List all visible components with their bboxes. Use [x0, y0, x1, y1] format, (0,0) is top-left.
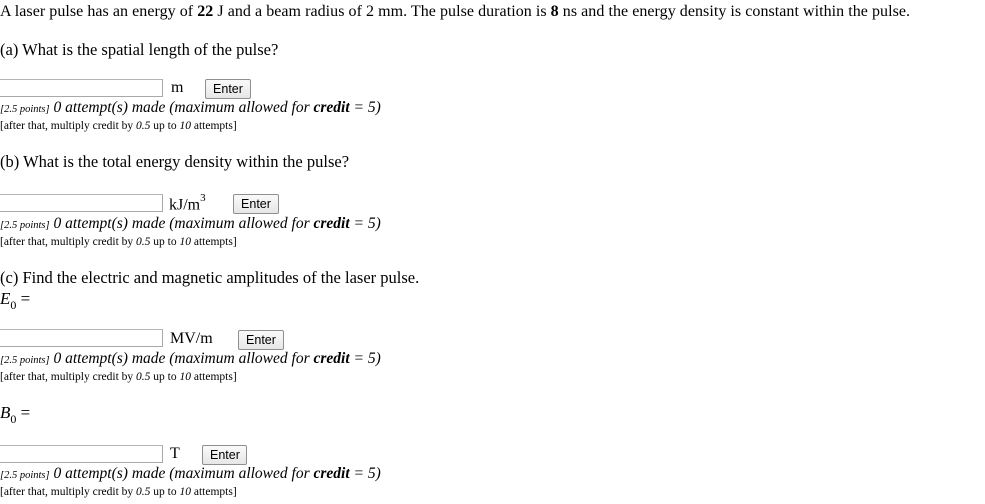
after-info-b0 [0, 486, 237, 498]
attempts-info-e0 [0, 350, 381, 368]
symbol-letter: E [0, 289, 11, 308]
after-text: up to [150, 486, 180, 498]
credit-word: credit [313, 215, 350, 232]
max-text: = 5) [349, 465, 381, 482]
answer-input-b0[interactable] [0, 445, 163, 463]
credit-word: credit [313, 465, 350, 482]
question-c: (c) Find the electric and magnetic amplitudes of the laser pulse. [0, 268, 420, 287]
attempts-info-b [0, 215, 381, 233]
attempts-text: 0 attempt(s) made (maximum allowed for [49, 99, 314, 116]
duration-value: 8 [550, 3, 559, 20]
equals-sign: = [16, 289, 31, 308]
attempts-info-b0 [0, 465, 381, 483]
unit-label-a: m [171, 79, 184, 96]
after-text: up to [150, 371, 180, 383]
after-text: [after that, multiply credit by [0, 486, 137, 498]
max-attempts-value: 10 [179, 120, 191, 132]
problem-text: A laser pulse has an energy of [0, 3, 198, 20]
points-label: [2.5 points] [0, 355, 50, 366]
after-text: up to [150, 236, 180, 248]
after-text: attempts] [191, 236, 237, 248]
factor-value: 0.5 [136, 120, 151, 132]
after-info-e0 [0, 371, 237, 383]
after-text: [after that, multiply credit by [0, 371, 137, 383]
attempts-text: 0 attempt(s) made (maximum allowed for [49, 215, 314, 232]
after-text: attempts] [191, 486, 237, 498]
after-text: attempts] [191, 371, 237, 383]
enter-button-b0[interactable]: Enter [202, 445, 247, 465]
after-info-a [0, 120, 237, 132]
enter-button-b[interactable]: Enter [233, 194, 279, 214]
max-text: = 5) [349, 215, 381, 232]
question-a: (a) What is the spatial length of the pulse? [0, 40, 279, 59]
factor-value: 0.5 [136, 236, 151, 248]
unit-label-e0: MV/m [170, 330, 213, 347]
question-b: (b) What is the total energy density within the pulse? [0, 152, 350, 171]
symbol-subscript: 0 [10, 298, 17, 313]
points-label: [2.5 points] [0, 220, 50, 231]
after-text: [after that, multiply credit by [0, 120, 137, 132]
equals-sign: = [16, 403, 31, 422]
factor-value: 0.5 [136, 371, 151, 383]
energy-value: 22 [197, 3, 214, 20]
after-text: [after that, multiply credit by [0, 236, 137, 248]
after-text: attempts] [191, 120, 237, 132]
unit-label-b0: T [170, 445, 180, 462]
answer-input-e0[interactable] [0, 329, 163, 347]
answer-input-a[interactable] [0, 79, 163, 97]
credit-word: credit [313, 99, 350, 116]
points-label: [2.5 points] [0, 104, 50, 115]
symbol-letter: B [0, 403, 11, 422]
problem-text: ns and the energy density is constant within the pulse. [558, 3, 911, 20]
attempts-text: 0 attempt(s) made (maximum allowed for [49, 465, 314, 482]
unit-label-b [169, 194, 206, 214]
max-text: = 5) [349, 350, 381, 367]
unit-exponent: 3 [200, 192, 206, 204]
unit-text: kJ/m [169, 196, 201, 214]
enter-button-a[interactable]: Enter [205, 79, 251, 99]
credit-word: credit [313, 350, 350, 367]
max-attempts-value: 10 [179, 371, 191, 383]
enter-button-e0[interactable]: Enter [238, 330, 284, 350]
points-label: [2.5 points] [0, 470, 50, 481]
max-text: = 5) [349, 99, 381, 116]
symbol-b0 [0, 403, 30, 426]
after-info-b [0, 236, 237, 248]
attempts-text: 0 attempt(s) made (maximum allowed for [49, 350, 314, 367]
max-attempts-value: 10 [179, 236, 191, 248]
problem-text: J and a beam radius of 2 mm. The pulse duration is [213, 3, 551, 20]
after-text: up to [150, 120, 180, 132]
factor-value: 0.5 [136, 486, 151, 498]
symbol-e0 [0, 289, 30, 312]
problem-statement [0, 3, 910, 21]
answer-input-b[interactable] [0, 194, 163, 212]
max-attempts-value: 10 [179, 486, 191, 498]
attempts-info-a [0, 99, 381, 117]
symbol-subscript: 0 [10, 412, 17, 427]
